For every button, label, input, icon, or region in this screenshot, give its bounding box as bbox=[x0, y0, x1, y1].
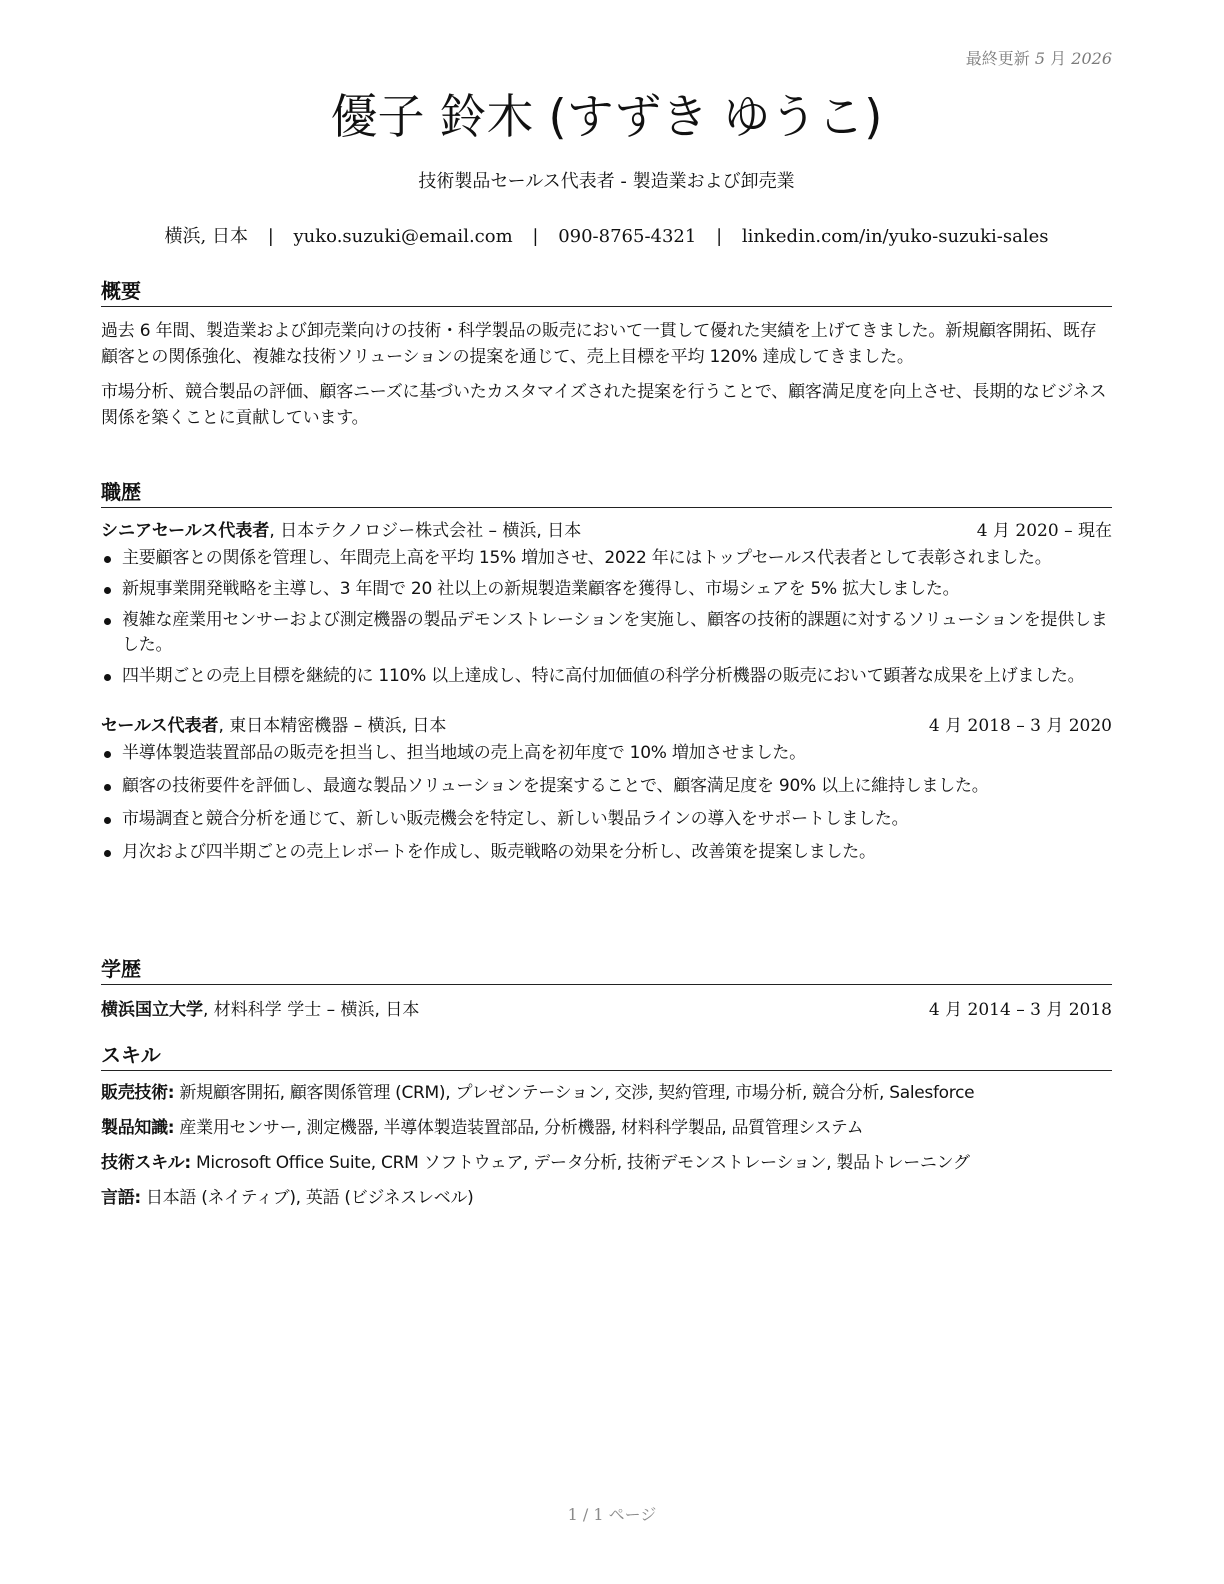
job-title-org bbox=[101, 713, 446, 739]
experience-section bbox=[101, 478, 1112, 865]
education-detail: , 材料科学 学士 – 横浜, 日本 bbox=[203, 1000, 420, 1020]
job-dates: 4 月 2020 – 現在 bbox=[976, 521, 1112, 541]
contact-separator: | bbox=[532, 226, 539, 247]
contact-line bbox=[101, 224, 1112, 250]
job-bullets bbox=[101, 741, 1112, 865]
last-updated bbox=[966, 46, 1112, 69]
skill-value: 産業用センサー, 測定機器, 半導体製造装置部品, 分析機器, 材料科学製品, 品質管理システム bbox=[174, 1118, 864, 1138]
education-section bbox=[101, 955, 1112, 1023]
list-item: 顧客の技術要件を評価し、最適な製品ソリューションを提案することで、顧客満足度を 90% 以上に維持しました。 bbox=[101, 774, 1112, 799]
list-item: 市場調査と競合分析を通じて、新しい販売機会を特定し、新しい製品ラインの導入をサポートしました。 bbox=[101, 807, 1112, 832]
contact-separator: | bbox=[716, 226, 723, 247]
summary-section bbox=[101, 277, 1112, 431]
skill-value: Microsoft Office Suite, CRM ソフトウェア, データ分析, 技術デモンストレーション, 製品トレーニング bbox=[190, 1153, 970, 1173]
summary-paragraph: 過去 6 年間、製造業および卸売業向けの技術・科学製品の販売において一貫して優れた実績を上げてきました。新規顧客開拓、既存顧客との関係強化、複雑な技術ソリューションの提案を通じて、売上目標を平均 120% 達成してきました。 bbox=[101, 321, 1097, 367]
list-item: 月次および四半期ごとの売上レポートを作成し、販売戦略の効果を分析し、改善策を提案しました。 bbox=[101, 840, 1112, 865]
list-item: 複雑な産業用センサーおよび測定機器の製品デモンストレーションを実施し、顧客の技術的課題に対するソリューションを提供しました。 bbox=[101, 608, 1112, 658]
skill-line bbox=[101, 1181, 1112, 1216]
last-updated-month-unit: 月 bbox=[1050, 49, 1067, 68]
job-dates: 4 月 2018 – 3 月 2020 bbox=[928, 716, 1112, 736]
job-title: セールス代表者 bbox=[101, 716, 219, 736]
summary-paragraph: 市場分析、競合製品の評価、顧客ニーズに基づいたカスタマイズされた提案を行うことで、顧客満足度を向上させ、長期的なビジネス関係を築くことに貢献しています。 bbox=[101, 382, 1107, 428]
list-item: 主要顧客との関係を管理し、年間売上高を平均 15% 増加させ、2022 年にはトップセールス代表者として表彰されました。 bbox=[101, 546, 1112, 571]
job-title-org bbox=[101, 518, 581, 544]
job-header bbox=[101, 713, 1112, 739]
last-updated-label: 最終更新 bbox=[965, 49, 1030, 68]
education-entry bbox=[101, 997, 1112, 1023]
job-entry bbox=[101, 713, 1112, 865]
section-heading: 概要 bbox=[101, 277, 1112, 307]
section-heading: スキル bbox=[101, 1041, 1112, 1071]
education-school: 横浜国立大学 bbox=[101, 1000, 203, 1020]
job-org: , 東日本精密機器 – 横浜, 日本 bbox=[218, 716, 447, 736]
contact-location: 横浜, 日本 bbox=[164, 226, 248, 247]
last-updated-year: 2026 bbox=[1071, 49, 1112, 68]
contact-linkedin[interactable]: linkedin.com/in/yuko-suzuki-sales bbox=[741, 226, 1049, 247]
education-school-detail bbox=[101, 997, 419, 1023]
section-heading: 学歴 bbox=[101, 955, 1112, 985]
contact-email[interactable]: yuko.suzuki@email.com bbox=[293, 226, 513, 247]
job-title: シニアセールス代表者 bbox=[101, 521, 270, 541]
job-org: , 日本テクノロジー株式会社 – 横浜, 日本 bbox=[269, 521, 582, 541]
skill-line bbox=[101, 1076, 1112, 1111]
skills-section bbox=[101, 1041, 1112, 1216]
skill-label: 言語: bbox=[101, 1188, 141, 1208]
contact-separator: | bbox=[267, 226, 274, 247]
skill-value: 日本語 (ネイティブ), 英語 (ビジネスレベル) bbox=[140, 1188, 474, 1208]
list-item: 新規事業開発戦略を主導し、3 年間で 20 社以上の新規製造業顧客を獲得し、市場シェアを 5% 拡大しました。 bbox=[101, 577, 1112, 602]
skill-label: 販売技術: bbox=[101, 1083, 175, 1103]
section-heading: 職歴 bbox=[101, 478, 1112, 508]
skill-line bbox=[101, 1111, 1112, 1146]
education-dates: 4 月 2014 – 3 月 2018 bbox=[928, 1000, 1112, 1020]
job-header bbox=[101, 518, 1112, 544]
job-bullets bbox=[101, 546, 1112, 689]
list-item: 半導体製造装置部品の販売を担当し、担当地域の売上高を初年度で 10% 増加させました。 bbox=[101, 741, 1112, 766]
page-number: 1 / 1 ページ bbox=[567, 1505, 657, 1524]
list-item: 四半期ごとの売上目標を継続的に 110% 以上達成し、特に高付加価値の科学分析機器の販売において顕著な成果を上げました。 bbox=[101, 664, 1112, 689]
skills-list bbox=[101, 1076, 1112, 1216]
job-entry bbox=[101, 518, 1112, 689]
skill-line bbox=[101, 1146, 1112, 1181]
skill-value: 新規顧客開拓, 顧客関係管理 (CRM), プレゼンテーション, 交渉, 契約管理, 市場分析, 競合分析, Salesforce bbox=[174, 1083, 975, 1103]
last-updated-month: 5 bbox=[1034, 49, 1046, 68]
skill-label: 製品知識: bbox=[101, 1118, 175, 1138]
candidate-name: 優子 鈴木 (すずき ゆうこ) bbox=[330, 90, 883, 145]
contact-phone[interactable]: 090-8765-4321 bbox=[558, 226, 697, 247]
candidate-title: 技術製品セールス代表者 - 製造業および卸売業 bbox=[418, 171, 795, 192]
skill-label: 技術スキル: bbox=[101, 1153, 191, 1173]
